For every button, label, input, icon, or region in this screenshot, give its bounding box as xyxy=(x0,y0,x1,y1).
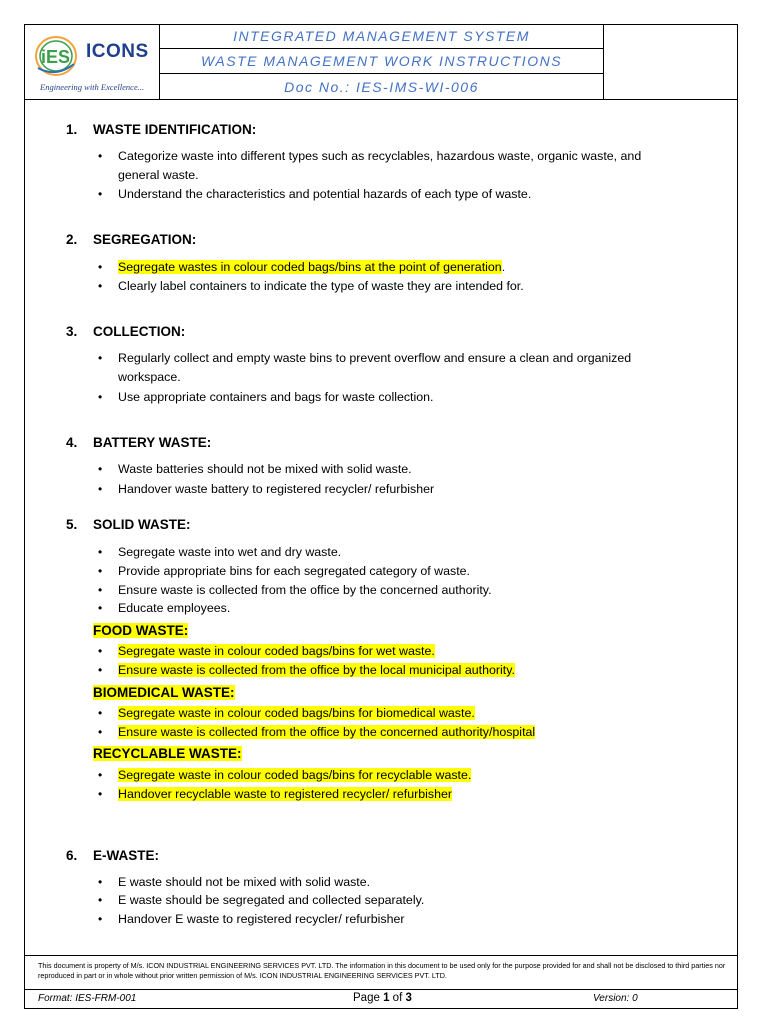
list-item: • Handover waste battery to registered recycler/ refurbisher xyxy=(100,480,670,499)
highlighted-text: Segregate wastes in colour coded bags/bins at the point of generation xyxy=(118,260,502,274)
list-item: • Segregate wastes in colour coded bags/bins at the point of generation. xyxy=(100,258,670,277)
section-title: E-WASTE: xyxy=(93,848,159,863)
section-number: 3. xyxy=(66,324,78,339)
list-item: • Waste batteries should not be mixed with solid waste. xyxy=(100,460,670,479)
section-title: SEGREGATION: xyxy=(93,232,197,247)
section-number: 2. xyxy=(66,232,78,247)
logo-cell xyxy=(24,24,160,100)
section-title: WASTE IDENTIFICATION: xyxy=(93,122,257,137)
footer-divider xyxy=(24,955,738,956)
section-title: COLLECTION: xyxy=(93,324,186,339)
list-item: • Segregate waste into wet and dry waste. xyxy=(100,543,670,562)
version-label: Version: 0 xyxy=(593,993,638,1004)
list-item: • Segregate waste in colour coded bags/bins for recyclable waste. xyxy=(100,766,670,785)
section-number: 1. xyxy=(66,122,78,137)
list-item: • Ensure waste is collected from the office by the concerned authority. xyxy=(100,581,670,600)
page-number: Page 1 of 3 xyxy=(353,992,412,1004)
document-header xyxy=(24,24,738,100)
section-heading xyxy=(66,517,191,532)
subsection-heading: BIOMEDICAL WASTE: xyxy=(93,685,235,700)
list-item: • Handover recyclable waste to registered recycler/ refurbisher xyxy=(100,785,670,804)
list-item: • E waste should be segregated and collected separately. xyxy=(100,891,670,910)
section-title: BATTERY WASTE: xyxy=(93,435,212,450)
list-item: • Regularly collect and empty waste bins to prevent overflow and ensure a clean and organized workspace. xyxy=(100,349,670,387)
list-item: • Ensure waste is collected from the office by the local municipal authority. xyxy=(100,661,670,680)
section-number: 5. xyxy=(66,517,78,532)
subsection-heading: RECYCLABLE WASTE: xyxy=(93,746,242,761)
list-item: • Clearly label containers to indicate the type of waste they are intended for. xyxy=(100,277,670,296)
list-item: • E waste should not be mixed with solid waste. xyxy=(100,873,670,892)
list-item: • Use appropriate containers and bags for waste collection. xyxy=(100,388,670,407)
subsection-heading: FOOD WASTE: xyxy=(93,623,189,638)
section-heading xyxy=(66,122,256,137)
list-item: • Understand the characteristics and potential hazards of each type of waste. xyxy=(100,185,670,204)
footer-divider xyxy=(24,989,738,990)
list-item: • Ensure waste is collected from the office by the concerned authority/hospital xyxy=(100,723,670,742)
document-number: Doc No.: IES-IMS-WI-006 xyxy=(160,74,603,100)
header-divider xyxy=(24,99,738,100)
section-heading xyxy=(66,324,185,339)
logo-letters: iES xyxy=(41,47,71,67)
section-number: 6. xyxy=(66,848,78,863)
section-heading xyxy=(66,435,211,450)
section-number: 4. xyxy=(66,435,78,450)
list-item: • Handover E waste to registered recycler/ refurbisher xyxy=(100,910,670,929)
section-heading xyxy=(66,232,196,247)
logo-tagline: Engineering with Excellence... xyxy=(40,82,145,92)
document-title: WASTE MANAGEMENT WORK INSTRUCTIONS xyxy=(160,49,603,74)
system-title: INTEGRATED MANAGEMENT SYSTEM xyxy=(160,24,603,49)
header-title-block xyxy=(160,24,603,100)
list-item: • Segregate waste in colour coded bags/bins for wet waste. xyxy=(100,642,670,661)
list-item: • Categorize waste into different types such as recyclables, hazardous waste, organic waste, and general waste. xyxy=(100,147,670,185)
header-blank-cell xyxy=(603,24,738,100)
confidentiality-note: This document is property of M/s. ICON INDUSTRIAL ENGINEERING SERVICES PVT. LTD. The information in this document to be used only for the purpose provided for and shall not be disclosed to third parties nor reproduced in part or in whole without prior written permission of M/s. ICON INDUSTRIAL ENGINEERING SERVICES PVT. LTD. xyxy=(38,961,726,980)
company-logo-icon xyxy=(34,34,78,78)
list-item: • Educate employees. xyxy=(100,599,670,618)
list-item: • Segregate waste in colour coded bags/bins for biomedical waste. xyxy=(100,704,670,723)
section-heading xyxy=(66,848,159,863)
format-number: Format: IES-FRM-001 xyxy=(38,993,137,1004)
list-item: • Provide appropriate bins for each segregated category of waste. xyxy=(100,562,670,581)
section-title: SOLID WASTE: xyxy=(93,517,191,532)
logo-name: ICONS xyxy=(86,41,149,62)
